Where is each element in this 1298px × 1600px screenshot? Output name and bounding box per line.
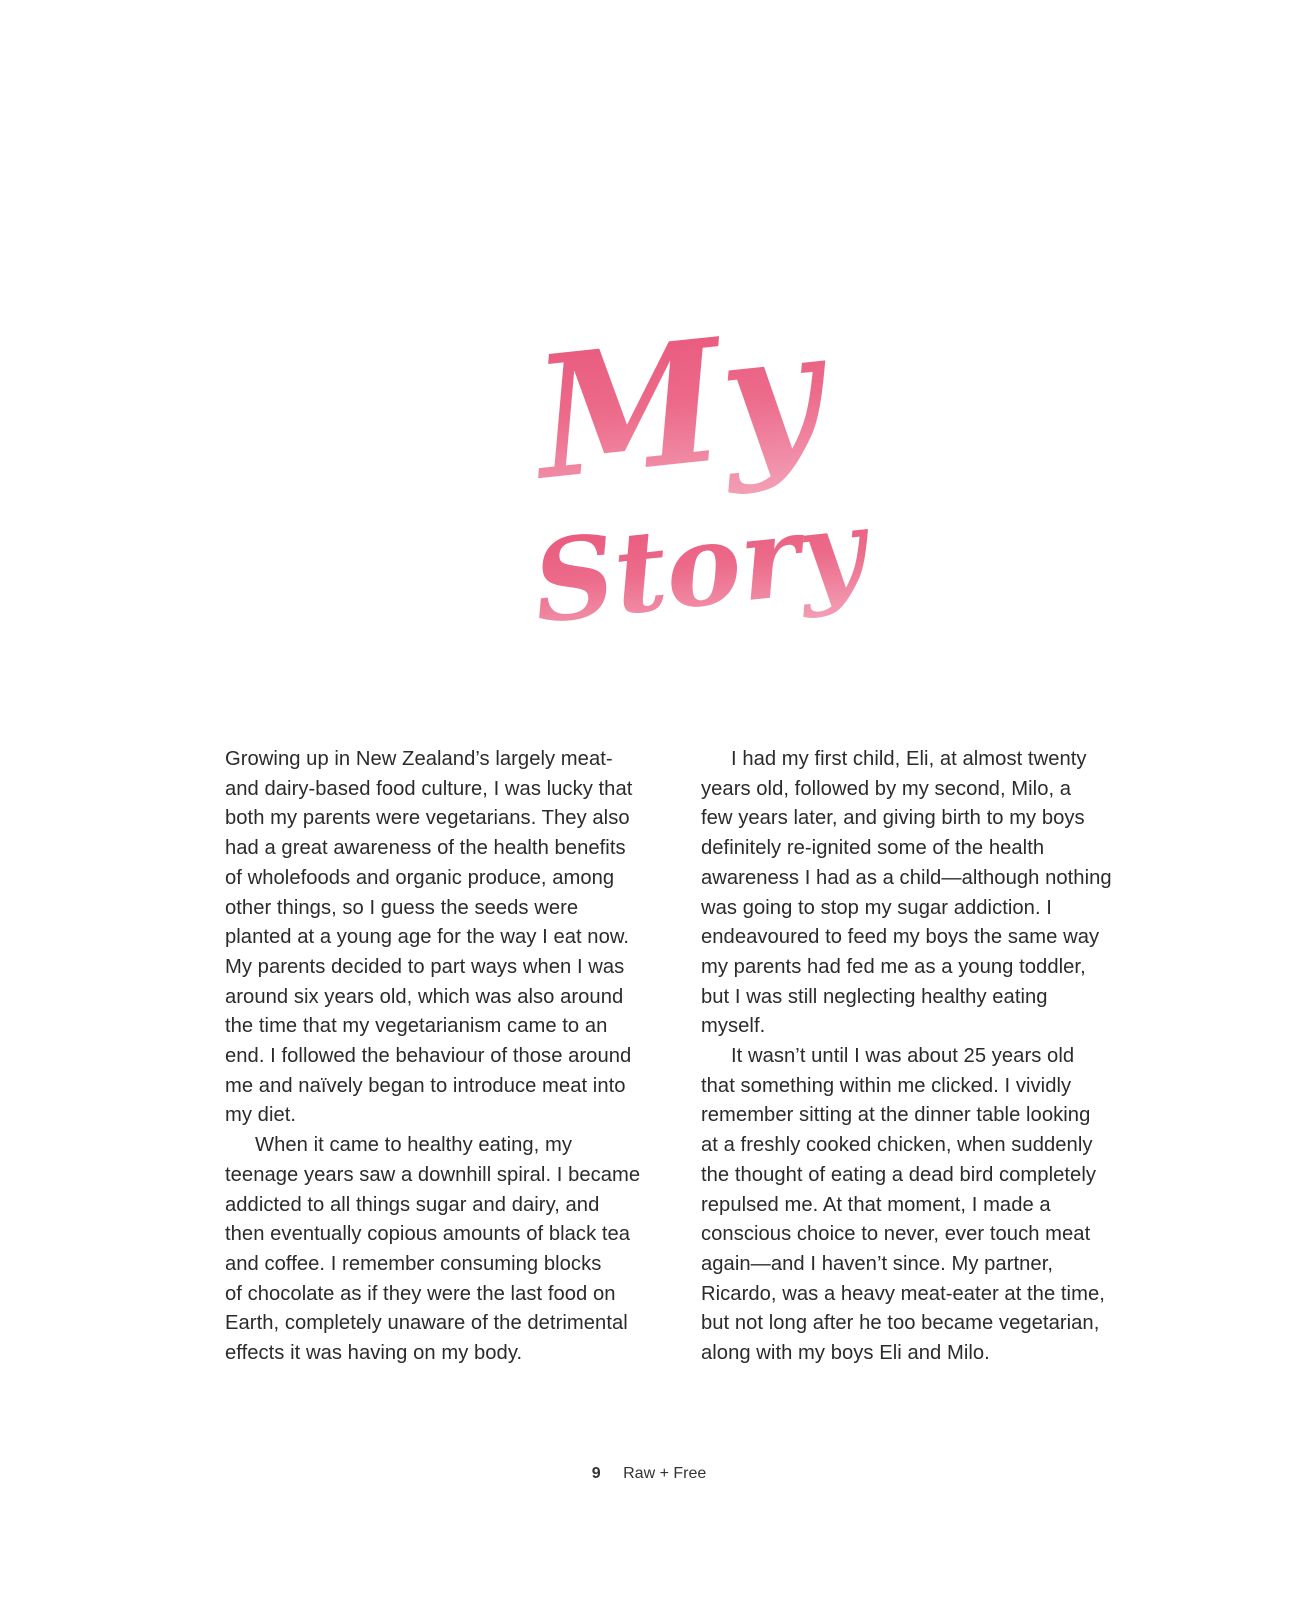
body-line: awareness I had as a child—although nothing — [701, 866, 1112, 889]
body-line: endeavoured to feed my boys the same way — [701, 926, 1100, 949]
body-line: few years later, and giving birth to my boys — [701, 807, 1085, 830]
body-line: again—and I haven’t since. My partner, — [701, 1252, 1054, 1275]
body-line-paragraph-start: I had my first child, Eli, at almost twenty — [731, 748, 1087, 770]
body-line: conscious choice to never, ever touch meat — [701, 1223, 1091, 1246]
body-line: of chocolate as if they were the last food on — [225, 1282, 616, 1305]
body-line: effects it was having on my body. — [225, 1342, 523, 1365]
body-line: but not long after he too became vegetarian, — [701, 1312, 1100, 1335]
body-line: that something within me clicked. I vividly — [701, 1074, 1072, 1097]
body-line: addicted to all things sugar and dairy, and — [225, 1193, 600, 1216]
body-line: my diet. — [225, 1104, 297, 1127]
body-line: had a great awareness of the health benefits — [225, 837, 626, 860]
body-line: along with my boys Eli and Milo. — [701, 1342, 990, 1365]
body-line: and dairy-based food culture, I was lucky that — [225, 777, 633, 800]
title-line-my: My — [526, 290, 830, 518]
body-line: of wholefoods and organic produce, among — [225, 866, 615, 889]
body-line: the thought of eating a dead bird completely — [701, 1163, 1097, 1186]
body-line: my parents had fed me as a young toddler, — [701, 955, 1086, 978]
body-line: teenage years saw a downhill spiral. I became — [225, 1163, 641, 1186]
left-column — [225, 745, 665, 1369]
body-line: repulsed me. At that moment, I made a — [701, 1193, 1051, 1216]
page-number: 9 — [591, 1465, 601, 1482]
body-line: Growing up in New Zealand’s largely meat- — [225, 748, 613, 770]
title-line-story: Story — [527, 484, 871, 649]
body-line: years old, followed by my second, Milo, a — [701, 777, 1072, 800]
body-line: My parents decided to part ways when I was — [225, 955, 625, 978]
body-line: remember sitting at the dinner table looking — [701, 1104, 1091, 1127]
body-line: at a freshly cooked chicken, when suddenly — [701, 1134, 1093, 1157]
body-line: was going to stop my sugar addiction. I — [701, 896, 1052, 919]
page-title — [526, 285, 871, 675]
body-line: but I was still neglecting healthy eating — [701, 985, 1048, 1008]
body-line: the time that my vegetarianism came to an — [225, 1015, 608, 1038]
body-line: me and naïvely began to introduce meat into — [225, 1074, 626, 1097]
body-line: end. I followed the behaviour of those around — [225, 1045, 632, 1068]
body-line: Earth, completely unaware of the detrimental — [225, 1312, 628, 1335]
body-line: other things, so I guess the seeds were — [225, 896, 579, 919]
body-line: planted at a young age for the way I eat now. — [225, 926, 630, 949]
body-line: around six years old, which was also around — [225, 985, 624, 1008]
body-line: and coffee. I remember consuming blocks — [225, 1252, 602, 1275]
body-line-paragraph-start: It wasn’t until I was about 25 years old — [731, 1045, 1075, 1068]
page-footer — [0, 1465, 1298, 1483]
body-line: both my parents were vegetarians. They also — [225, 807, 630, 830]
body-line-paragraph-start: When it came to healthy eating, my — [255, 1134, 573, 1157]
body-line: then eventually copious amounts of black tea — [225, 1223, 631, 1246]
body-line: myself. — [701, 1015, 766, 1038]
right-column — [701, 745, 1141, 1369]
body-line: Ricardo, was a heavy meat-eater at the time, — [701, 1282, 1105, 1305]
body-line: definitely re-ignited some of the health — [701, 837, 1045, 860]
book-title: Raw + Free — [623, 1465, 707, 1482]
